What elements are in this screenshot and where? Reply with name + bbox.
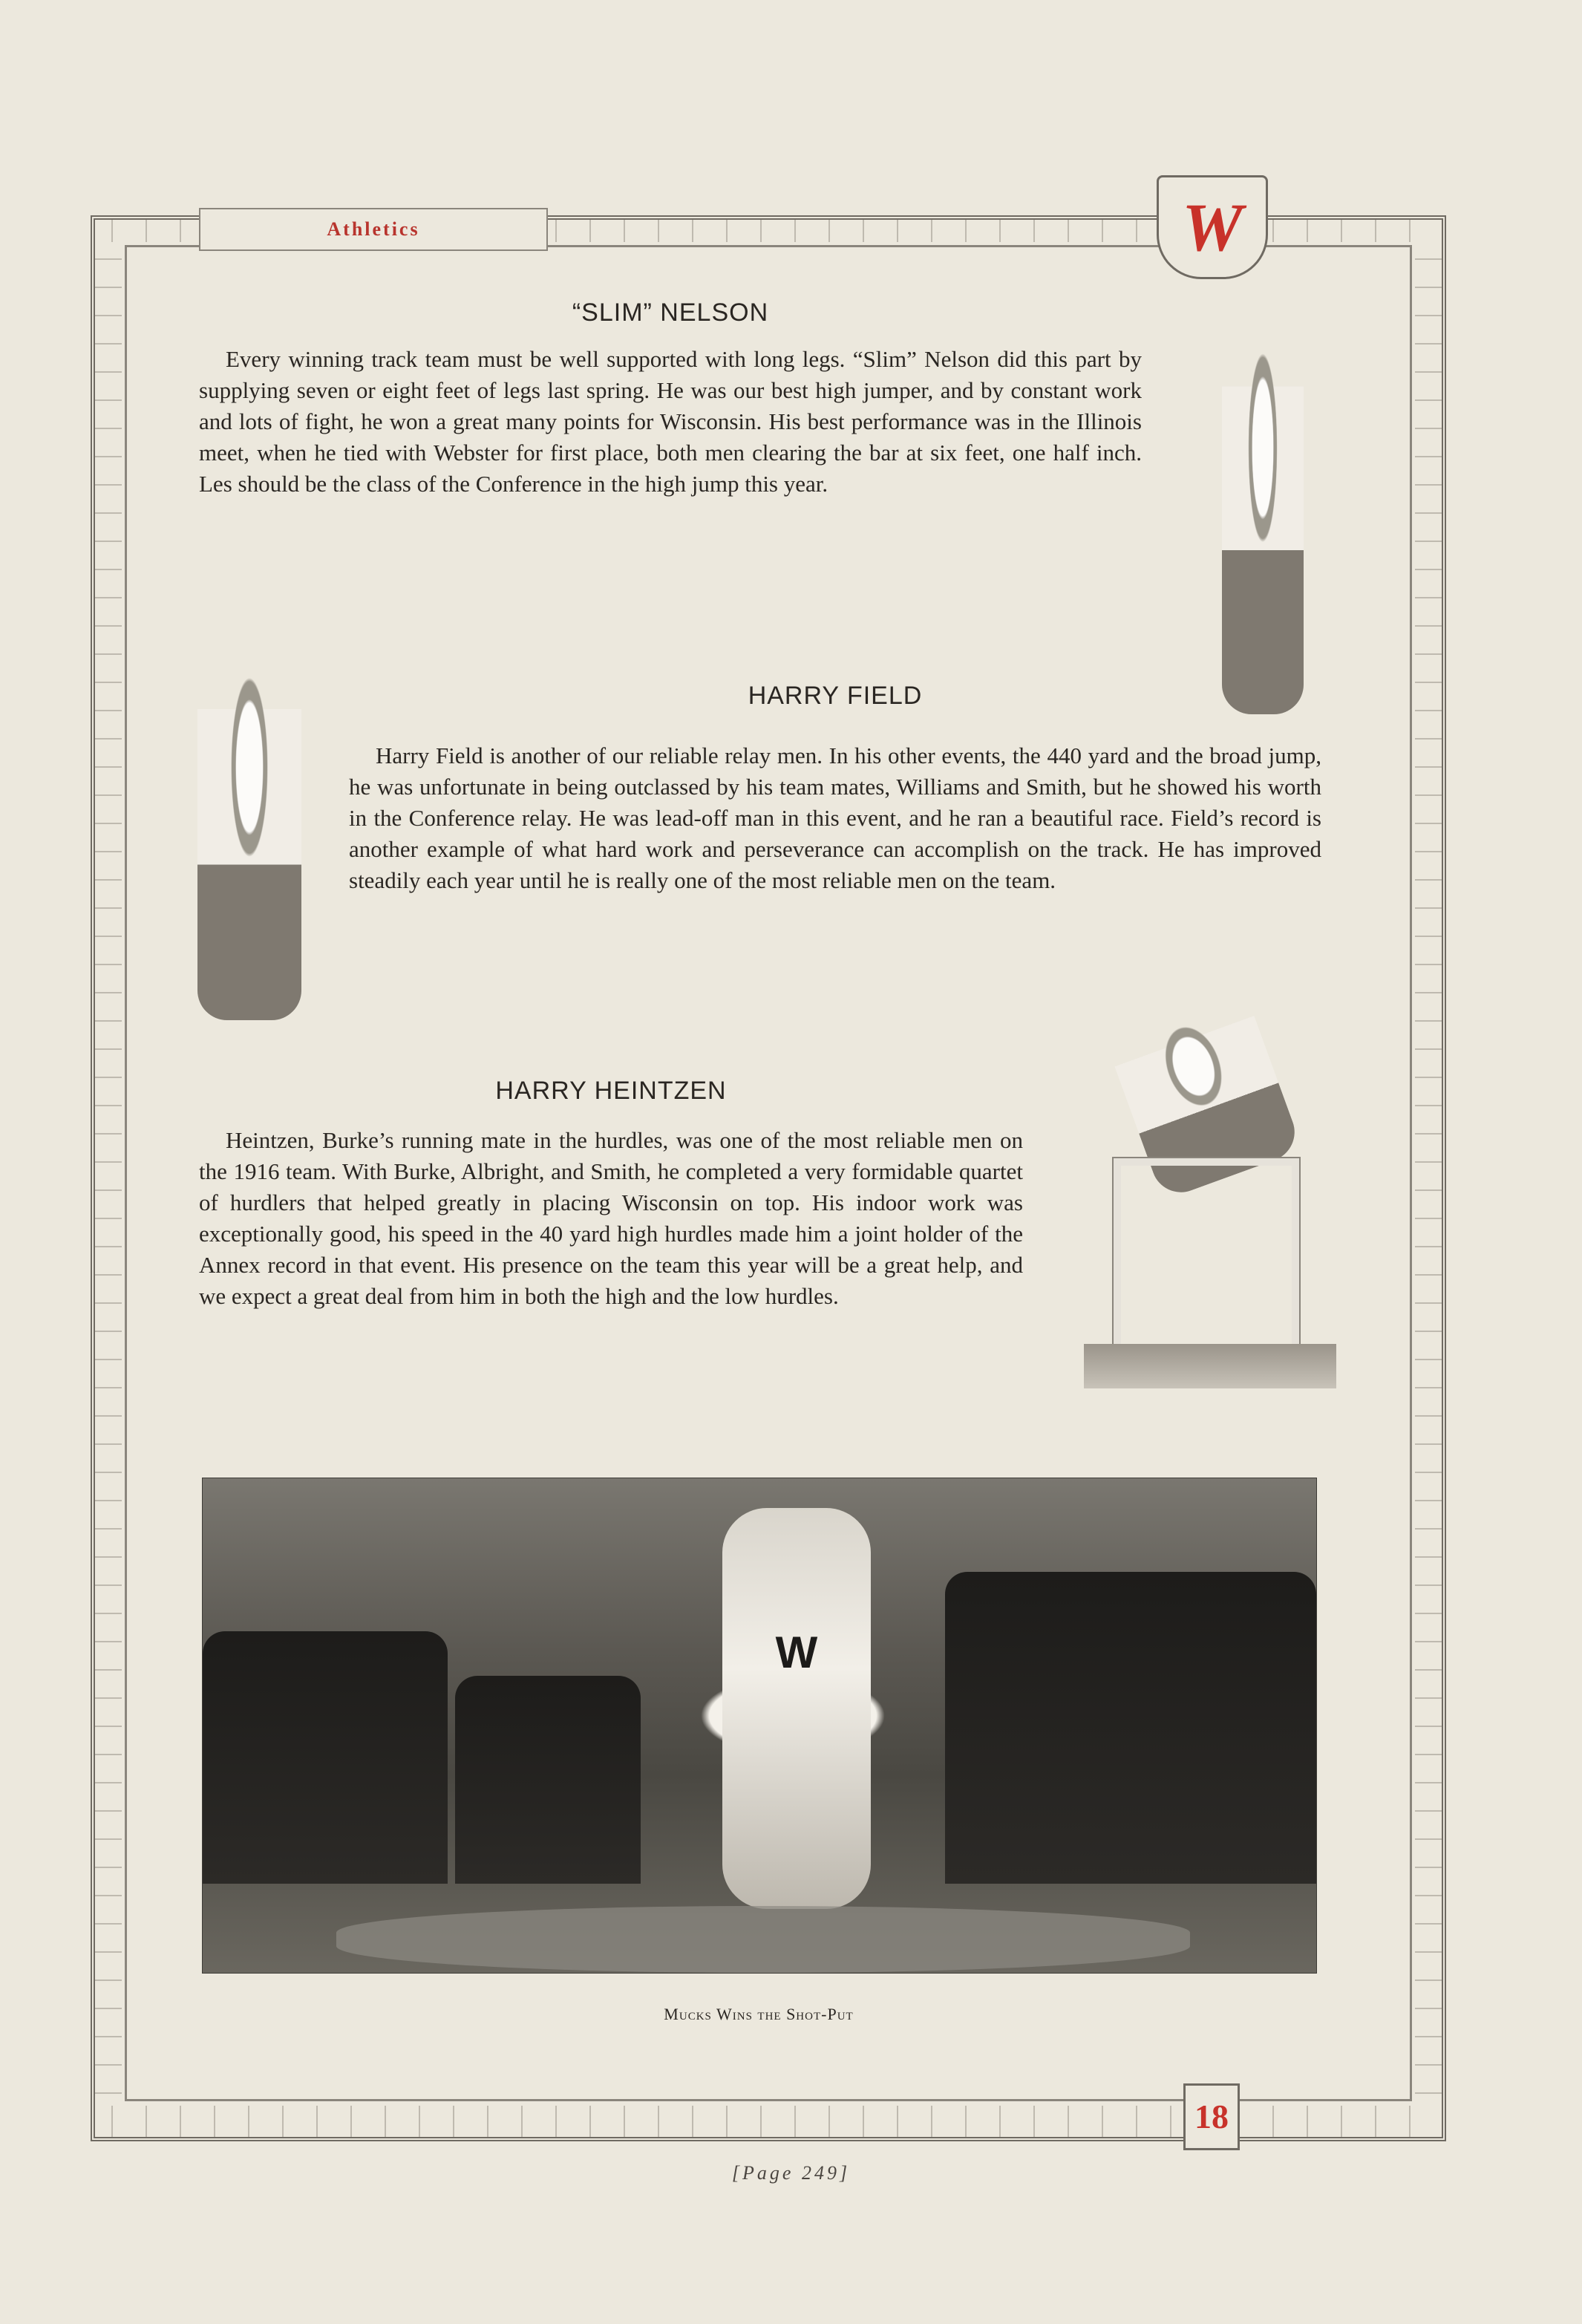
border-right-band <box>1415 245 1442 2101</box>
article-nelson <box>199 298 1142 500</box>
article-title: “SLIM” NELSON <box>572 298 769 327</box>
article-title: HARRY FIELD <box>748 682 923 710</box>
photo-caption: Mucks Wins the Shot-Put <box>664 2005 854 2023</box>
page-number: [Page 249] <box>731 2162 851 2184</box>
article-body: Harry Field is another of our reliable relay men. In his other events, the 440 yard and the broad jump, he was unfortunate in being outclassed by his team mates, Williams and Smith, but he showed his worth in the Conference relay. He was lead-off man in this event, and he ran a beautiful race. Field’s record is another example of what hard work and perseverance can accomplish on the track. He has improved steadily each year until he is really one of the most reliable men on the team. <box>349 742 1321 893</box>
page-badge: 18 <box>1183 2083 1240 2150</box>
jersey-letter: W <box>775 1628 818 1677</box>
field-photo <box>187 631 312 1020</box>
border-left-band <box>95 245 122 2101</box>
athlete-figure <box>1222 304 1304 714</box>
logo-letter: W <box>1182 189 1243 265</box>
heintzen-hurdle-photo <box>1084 1002 1336 1403</box>
shot-putter-figure <box>722 1508 871 1909</box>
article-body: Every winning track team must be well supported with long legs. “Slim” Nelson did this part by supplying seven or eight feet of legs last spring. He was our best high jumper, and by constant work and lots of fight, he won a great many points for Wisconsin. His best performance was in the Illinois meet, when he tied with Webster for first place, both men clearing the bar at six feet, one half inch. Les should be the class of the Conference in the high jump this year. <box>199 346 1142 497</box>
ground-patch <box>1084 1344 1336 1388</box>
spectators-left <box>203 1631 448 1884</box>
spectators-center-left <box>455 1676 641 1884</box>
throwing-circle <box>336 1906 1190 1973</box>
article-title: HARRY HEINTZEN <box>495 1077 727 1105</box>
hurdle-frame <box>1114 1158 1299 1351</box>
shot-put-photo <box>202 1478 1317 1974</box>
athlete-figure <box>197 631 301 1020</box>
article-body: Heintzen, Burke’s running mate in the hurdles, was one of the most reliable men on the 1916 team. With Burke, Albright, and Smith, he completed a very formidable quartet of hurdlers that helped greatly in placing Wisconsin on top. His indoor work was exceptionally good, his speed in the 40 yard high hurdles made him a joint holder of the Annex record in that event. His presence on the team this year will be a great help, and we expect a great deal from him in both the high and the low hurdles. <box>199 1127 1023 1309</box>
section-label: Athletics <box>199 208 548 251</box>
wisconsin-logo <box>1157 175 1268 279</box>
article-field <box>349 682 1321 896</box>
nelson-photo <box>1215 304 1311 714</box>
article-heintzen <box>199 1077 1023 1312</box>
spectators-right <box>945 1572 1316 1884</box>
